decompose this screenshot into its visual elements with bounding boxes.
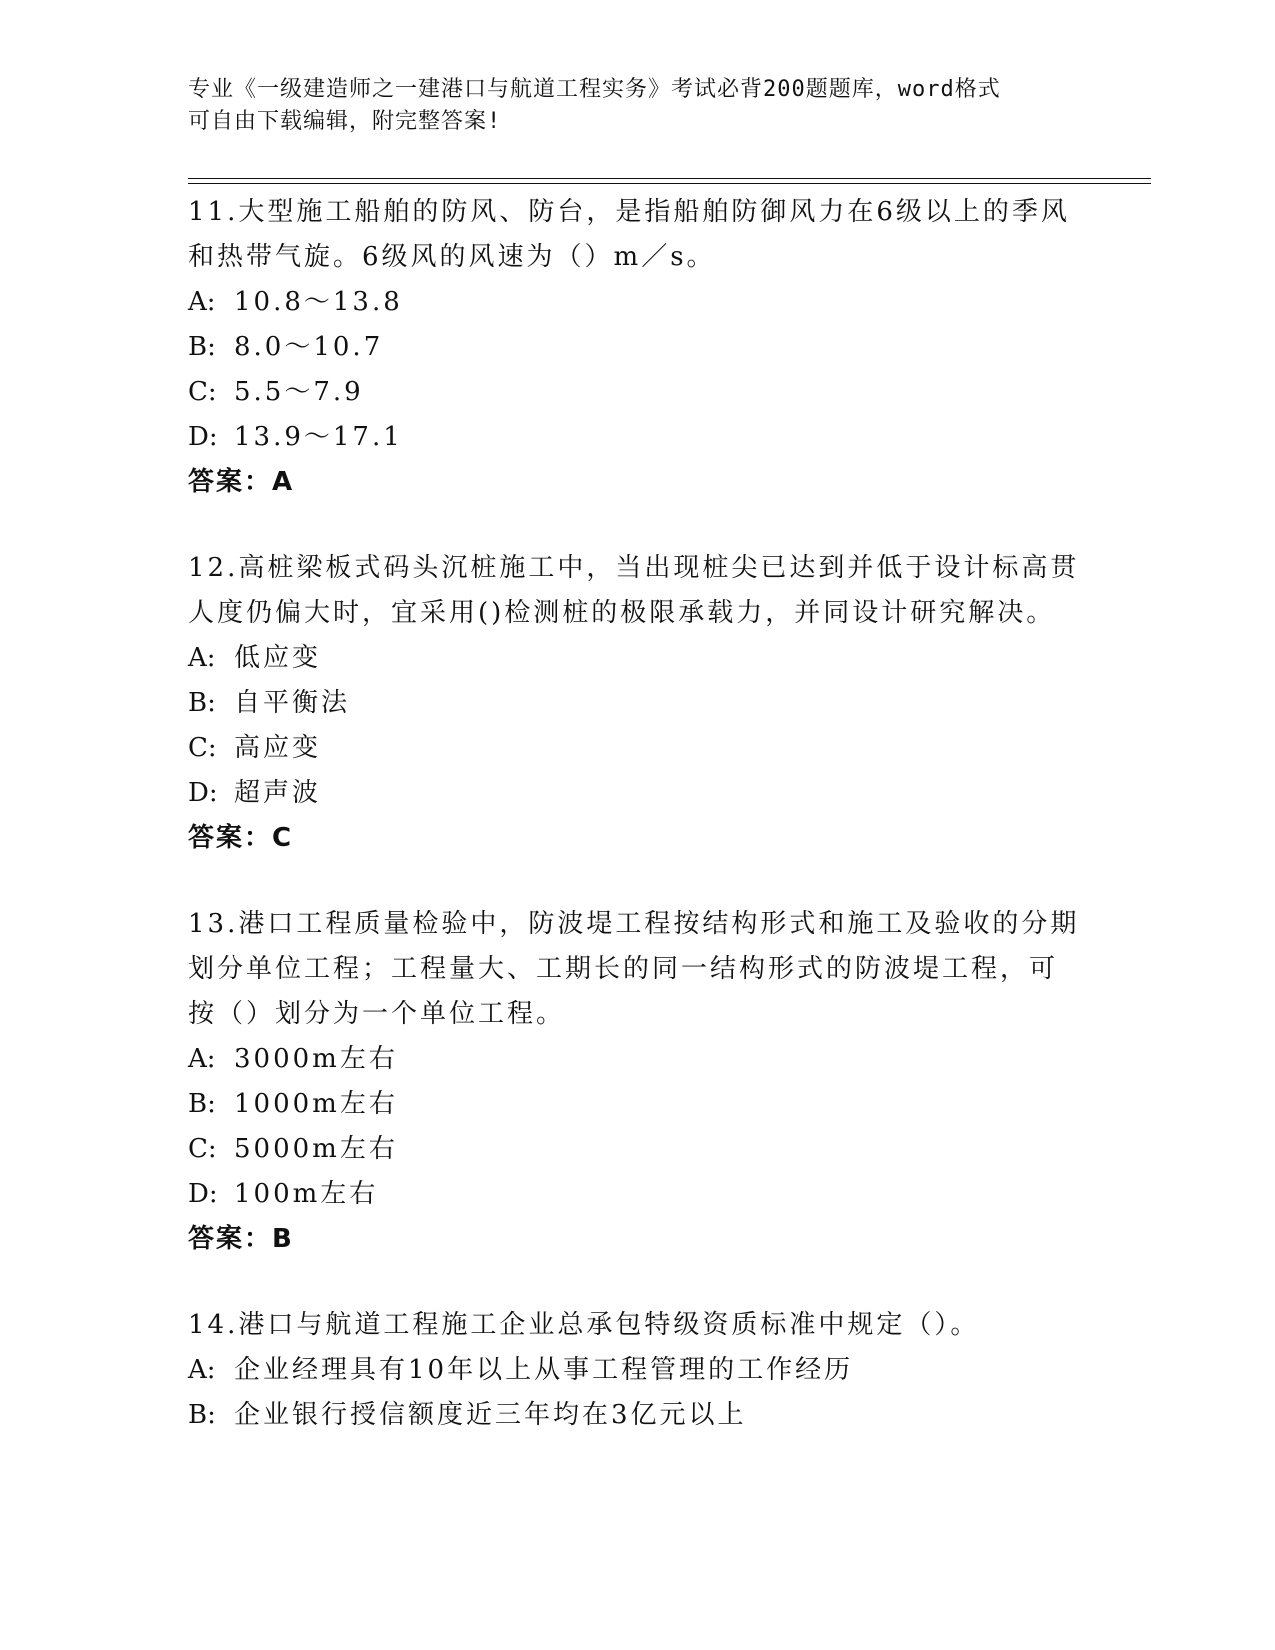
option-letter: D: — [188, 1179, 218, 1209]
question-text-line: 人度仍偏大时，宜采用()检测桩的极限承载力，并同设计研究解决。 — [188, 598, 1056, 628]
answer-option — [188, 681, 1088, 726]
option-text: 超声波 — [234, 778, 322, 808]
option-letter: C: — [188, 377, 217, 407]
header-line-2: 可自由下载编辑，附完整答案! — [188, 109, 502, 134]
answer-option — [188, 1348, 1088, 1393]
option-text: 100m左右 — [234, 1179, 379, 1209]
option-letter: C: — [188, 1134, 217, 1164]
option-text: 自平衡法 — [234, 688, 351, 718]
option-letter: B: — [188, 1089, 216, 1119]
answer-option — [188, 325, 1088, 370]
option-text: 5000m左右 — [234, 1134, 398, 1164]
question-list — [188, 190, 1088, 1479]
option-letter: B: — [188, 332, 216, 362]
answer-key: 答案：A — [188, 467, 295, 497]
option-text: 13.9～17.1 — [234, 422, 403, 452]
question-text-line: 13.港口工程质量检验中，防波堤工程按结构形式和施工及验收的分期 — [188, 909, 1080, 939]
question-text-line: 14.港口与航道工程施工企业总承包特级资质标准中规定（）。 — [188, 1310, 980, 1340]
option-text: 低应变 — [234, 643, 322, 673]
answer-option — [188, 636, 1088, 681]
option-letter: B: — [188, 1400, 216, 1430]
question-block — [188, 190, 1088, 505]
option-text: 5.5～7.9 — [234, 377, 364, 407]
answer-option — [188, 726, 1088, 771]
option-text: 企业经理具有10年以上从事工程管理的工作经历 — [234, 1355, 854, 1385]
option-letter: A: — [188, 1044, 216, 1074]
answer-option — [188, 1082, 1088, 1127]
answer-option — [188, 280, 1088, 325]
answer-option — [188, 1172, 1088, 1217]
question-text-line: 划分单位工程；工程量大、工期长的同一结构形式的防波堤工程，可 — [188, 954, 1059, 984]
answer-option — [188, 1037, 1088, 1082]
option-text: 8.0～10.7 — [234, 332, 384, 362]
option-letter: A: — [188, 1355, 216, 1385]
header-line-1: 专业《一级建造师之一建港口与航道工程实务》考试必背200题题库，word格式 — [188, 77, 1001, 102]
question-block — [188, 902, 1088, 1262]
header-divider-top — [188, 178, 1151, 179]
document-header — [188, 74, 1088, 138]
answer-option — [188, 415, 1088, 460]
question-text-line: 12.高桩梁板式码头沉桩施工中，当出现桩尖已达到并低于设计标高贯 — [188, 553, 1080, 583]
option-text: 高应变 — [234, 733, 322, 763]
question-text-line: 按（）划分为一个单位工程。 — [188, 999, 566, 1029]
option-letter: A: — [188, 287, 216, 317]
question-block — [188, 546, 1088, 861]
option-text: 10.8～13.8 — [234, 287, 403, 317]
option-letter: B: — [188, 688, 216, 718]
option-letter: A: — [188, 643, 216, 673]
question-text-line: 和热带气旋。6级风的风速为（）m／s。 — [188, 242, 716, 272]
option-text: 企业银行授信额度近三年均在3亿元以上 — [234, 1400, 747, 1430]
option-letter: C: — [188, 733, 217, 763]
answer-option — [188, 1127, 1088, 1172]
answer-key: 答案：B — [188, 1224, 294, 1254]
header-divider-bottom — [188, 183, 1151, 184]
answer-option — [188, 1393, 1088, 1438]
question-block — [188, 1303, 1088, 1438]
option-text: 3000m左右 — [234, 1044, 398, 1074]
option-letter: D: — [188, 778, 218, 808]
question-text-line: 11.大型施工船舶的防风、防台，是指船舶防御风力在6级以上的季风 — [188, 197, 1070, 227]
answer-key: 答案：C — [188, 823, 294, 853]
option-text: 1000m左右 — [234, 1089, 398, 1119]
option-letter: D: — [188, 422, 218, 452]
answer-option — [188, 771, 1088, 816]
answer-option — [188, 370, 1088, 415]
